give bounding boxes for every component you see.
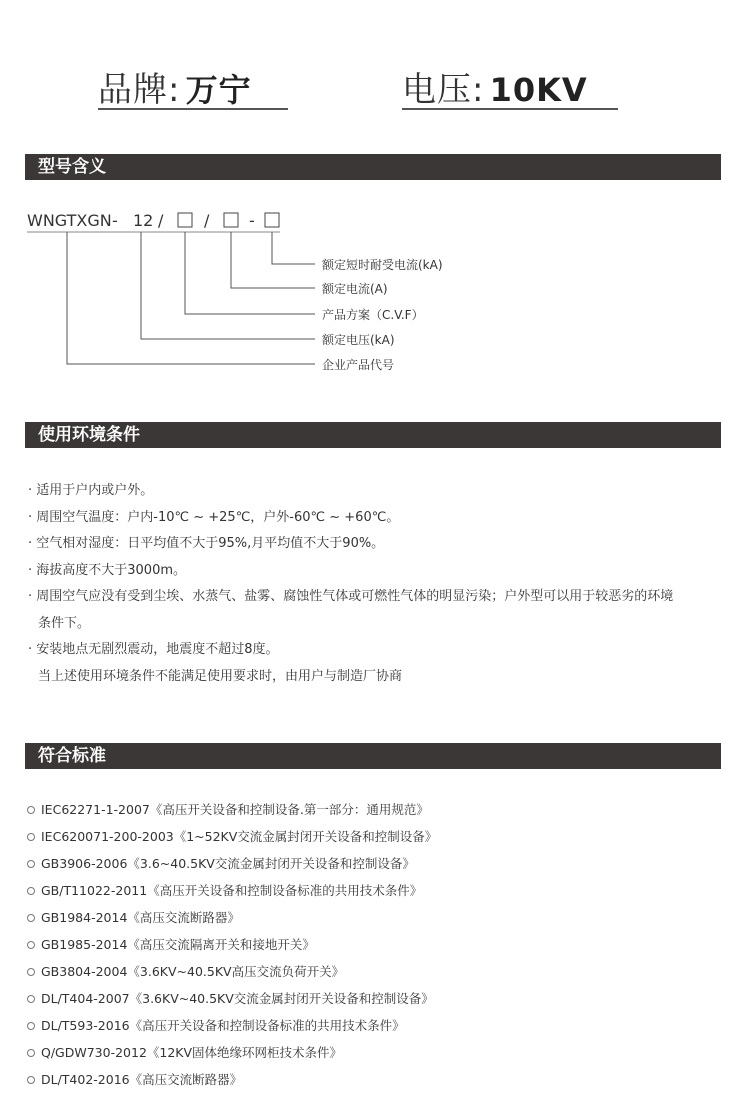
list-item — [28, 611, 718, 638]
list-item — [28, 531, 718, 558]
env-item-text: 当上述使用环境条件不能满足使用要求时，由用户与制造厂协商 — [38, 668, 403, 684]
bullet-circle-icon — [27, 806, 35, 814]
env-item-text: · 周围空气应没有受到尘埃、水蒸气、盐雾、腐蚀性气体或可燃性气体的明显污染；户外型可以用于较恶劣的环境 — [28, 589, 674, 604]
list-item — [27, 985, 437, 1012]
section-standards: 符合标准 — [25, 743, 721, 769]
standard-text: GB1985-2014《高压交流隔离开关和接地开关》 — [41, 937, 315, 952]
list-item — [27, 1012, 437, 1039]
standard-text: IEC62271-1-2007《高压开关设备和控制设备.第一部分：通用规范》 — [41, 802, 429, 817]
section-environment: 使用环境条件 — [25, 422, 721, 448]
leader-line-rated-voltage — [141, 232, 315, 339]
standard-text: GB1984-2014《高压交流断路器》 — [41, 910, 240, 925]
bullet-circle-icon — [27, 1049, 35, 1057]
bullet-circle-icon — [27, 833, 35, 841]
model-slash-2: / — [204, 211, 210, 230]
env-item-text: · 空气相对湿度：日平均值不大于95%,月平均值不大于90%。 — [28, 536, 385, 551]
standard-text: DL/T593-2016《高压开关设备和控制设备标准的共用技术条件》 — [41, 1018, 405, 1033]
leader-line-product-scheme — [185, 232, 315, 314]
list-item — [27, 1039, 437, 1066]
env-item-text: 条件下。 — [38, 615, 91, 631]
list-item — [28, 478, 718, 505]
list-item — [28, 558, 718, 585]
list-item — [27, 1066, 437, 1093]
model-rated-voltage: 12 — [133, 211, 154, 230]
list-item — [27, 931, 437, 958]
brand-header — [98, 62, 288, 110]
leader-line-product-code — [67, 232, 315, 364]
list-item — [28, 584, 718, 611]
list-item — [27, 877, 437, 904]
env-item-text: · 周围空气温度：户内-10℃ ~ +25℃，户外-60℃ ~ +60℃。 — [28, 509, 400, 525]
standard-text: Q/GDW730-2012《12KV固体绝缘环网柜技术条件》 — [41, 1045, 343, 1060]
standard-text: GB3906-2006《3.6~40.5KV交流金属封闭开关设备和控制设备》 — [41, 856, 415, 871]
model-placeholder-box-3 — [265, 213, 279, 227]
voltage-label: 电压: — [402, 70, 485, 110]
bullet-circle-icon — [27, 914, 35, 922]
bullet-circle-icon — [27, 860, 35, 868]
list-item — [28, 664, 718, 691]
list-item — [27, 823, 437, 850]
bullet-circle-icon — [27, 1076, 35, 1084]
label-rated-voltage: 额定电压(kA) — [322, 333, 395, 347]
model-slash-1: / — [158, 211, 164, 230]
bullet-circle-icon — [27, 941, 35, 949]
label-rated-current: 额定电流(A) — [322, 282, 388, 296]
bullet-circle-icon — [27, 1022, 35, 1030]
brand-value: 万宁 — [185, 71, 252, 109]
brand-label: 品牌: — [98, 70, 181, 110]
list-item — [27, 958, 437, 985]
standard-text: GB3804-2004《3.6KV~40.5KV高压交流负荷开关》 — [41, 964, 345, 979]
list-item — [27, 796, 437, 823]
label-product-scheme: 产品方案（C.V.F） — [322, 308, 424, 322]
standard-text: GB/T11022-2011《高压开关设备和控制设备标准的共用技术条件》 — [41, 883, 423, 898]
model-prefix: WNGTXGN — [27, 211, 112, 230]
standard-text: DL/T402-2016《高压交流断路器》 — [41, 1072, 243, 1087]
section-model-meaning: 型号含义 — [25, 154, 721, 180]
bullet-circle-icon — [27, 995, 35, 1003]
list-item — [27, 850, 437, 877]
standard-text: IEC620071-200-2003《1~52KV交流金属封闭开关设备和控制设备》 — [41, 829, 438, 844]
model-dash-2: - — [249, 211, 255, 230]
env-item-text: · 适用于户内或户外。 — [28, 483, 154, 498]
voltage-header — [402, 62, 618, 110]
list-item — [27, 904, 437, 931]
model-placeholder-box-1 — [178, 213, 192, 227]
label-product-code: 企业产品代号 — [322, 358, 395, 372]
list-item — [28, 505, 718, 532]
bullet-circle-icon — [27, 887, 35, 895]
model-dash-1: - — [112, 211, 118, 230]
model-code-diagram — [0, 200, 750, 380]
bullet-circle-icon — [27, 968, 35, 976]
environment-list — [28, 478, 718, 690]
leader-line-short-time-current — [272, 232, 315, 264]
label-short-time-current: 额定短时耐受电流(kA) — [322, 258, 443, 272]
env-item-text: · 安装地点无剧烈震动，地震度不超过8度。 — [28, 642, 279, 657]
voltage-value: 10KV — [489, 71, 588, 109]
list-item — [28, 637, 718, 664]
model-placeholder-box-2 — [224, 213, 238, 227]
standards-list — [27, 796, 437, 1093]
standard-text: DL/T404-2007《3.6KV~40.5KV交流金属封闭开关设备和控制设备》 — [41, 991, 434, 1006]
leader-line-rated-current — [231, 232, 315, 288]
env-item-text: · 海拔高度不大于3000m。 — [28, 562, 187, 578]
